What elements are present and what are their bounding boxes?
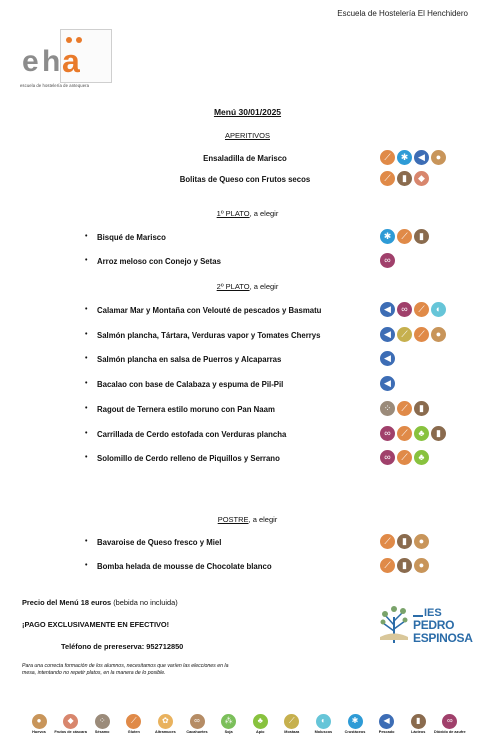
ies-line2: PEDRO (413, 618, 455, 632)
dish-name: Bavaroise de Queso fresco y Miel (97, 538, 222, 547)
dish-item (85, 233, 166, 242)
gluten-icon: ⟋ (397, 450, 412, 465)
dish-allergen-icons (380, 558, 429, 573)
soja-icon: ⁂ (221, 714, 236, 729)
lacteos-icon: ▮ (411, 714, 426, 729)
section-postre-suffix: , a elegir (248, 515, 278, 524)
gluten-icon: ⟋ (380, 534, 395, 549)
gluten-icon: ⟋ (397, 229, 412, 244)
moluscos-icon: ◐ (316, 714, 331, 729)
legend-item-frutos (53, 710, 89, 735)
dish-allergen-icons (380, 150, 446, 165)
bullet-icon: • (85, 454, 88, 461)
altramuces-icon: ✿ (158, 714, 173, 729)
legend-item-altramuces (147, 710, 183, 735)
dish-allergen-icons (380, 426, 446, 441)
legend-label: Cacahuetes (186, 729, 208, 734)
dish-allergen-icons (380, 229, 429, 244)
legend-item-sulfitos (432, 710, 468, 735)
legend-label: Apio (255, 729, 265, 734)
gluten-icon: ⟋ (414, 327, 429, 342)
dish-name: Arroz meloso con Conejo y Setas (97, 257, 221, 266)
moluscos-icon: ◐ (431, 302, 446, 317)
sulfitos-icon: ∞ (380, 426, 395, 441)
bullet-icon: • (85, 405, 88, 412)
logo-letter-a: a (62, 43, 80, 79)
tree-icon (377, 603, 411, 645)
sulfitos-icon: ∞ (380, 253, 395, 268)
lacteos-icon: ▮ (431, 426, 446, 441)
legend-label: Gluten (127, 729, 140, 734)
dish-allergen-icons (380, 401, 429, 416)
dish-item (85, 430, 287, 439)
cacahuetes-icon: ∞ (190, 714, 205, 729)
legend-item-pescado (369, 710, 405, 735)
school-name: Escuela de Hostelería El Henchidero (337, 9, 468, 18)
bullet-icon: • (85, 430, 88, 437)
section-primer-plato-suffix: , a elegir (249, 209, 279, 218)
sulfitos-icon: ∞ (397, 302, 412, 317)
legend-label: Altramuces (155, 729, 176, 734)
dish-allergen-icons (380, 450, 429, 465)
sulfitos-icon: ∞ (380, 450, 395, 465)
pescado-icon: ◀ (380, 302, 395, 317)
dish-name: Bisqué de Marisco (97, 233, 166, 242)
phone-info: Teléfono de prereserva: 952712850 (61, 642, 184, 651)
crustaceos-icon: ✱ (380, 229, 395, 244)
dish-item (85, 454, 280, 463)
dish-name: Salmón plancha, Tártara, Verduras vapor y Tomates Cherrys (97, 331, 321, 340)
lacteos-icon: ▮ (414, 401, 429, 416)
apio-icon: ♣ (414, 450, 429, 465)
gluten-icon: ⟋ (126, 714, 141, 729)
logo-subtitle: escuela de hostelería de antequera (20, 83, 90, 88)
gluten-icon: ⟋ (414, 302, 429, 317)
payment-notice: ¡PAGO EXCLUSIVAMENTE EN EFECTIVO! (22, 620, 170, 629)
dish-allergen-icons (380, 171, 429, 186)
legend-item-lacteos (400, 710, 436, 735)
price-text: Precio del Menú 18 euros (22, 598, 112, 607)
huevos-icon: ● (32, 714, 47, 729)
sulfitos-icon: ∞ (442, 714, 457, 729)
legend-item-sesamo (84, 710, 120, 735)
section-postre-label: POSTRE (217, 515, 249, 524)
dish-name: Carrillada de Cerdo estofada con Verduras plancha (97, 430, 287, 439)
menu-title: Menú 30/01/2025 (213, 107, 282, 117)
gluten-icon: ⟋ (397, 401, 412, 416)
dish-name: Calamar Mar y Montaña con Velouté de pescados y Basmatu (97, 306, 322, 315)
pescado-icon: ◀ (379, 714, 394, 729)
dish-allergen-icons (380, 253, 395, 268)
dish-allergen-icons (380, 302, 446, 317)
dish-name: Ensaladilla de Marisco (203, 154, 287, 163)
mostaza-icon: ⟋ (397, 327, 412, 342)
apio-icon: ♣ (414, 426, 429, 441)
dish-name: Bacalao con base de Calabaza y espuma de Pil-Pil (97, 380, 284, 389)
dish-name: Ragout de Ternera estilo moruno con Pan Naam (97, 405, 275, 414)
frutos-icon: ◆ (63, 714, 78, 729)
school-logo (20, 25, 112, 95)
bullet-icon: • (85, 257, 88, 264)
bullet-icon: • (85, 331, 88, 338)
crustaceos-icon: ✱ (397, 150, 412, 165)
legend-label: Frutos de cáscara (54, 729, 87, 734)
huevos-icon: ● (431, 150, 446, 165)
section-aperitivos-label: APERITIVOS (224, 131, 270, 140)
pescado-icon: ◀ (380, 351, 395, 366)
crustaceos-icon: ✱ (348, 714, 363, 729)
dish-name: Bolitas de Queso con Frutos secos (179, 175, 311, 184)
dish-item (85, 257, 221, 266)
huevos-icon: ● (414, 558, 429, 573)
section-segundo-plato-suffix: , a elegir (249, 282, 279, 291)
ies-pedro-espinosa-logo (377, 603, 473, 648)
bullet-icon: • (85, 562, 88, 569)
dish-allergen-icons (380, 534, 429, 549)
legend-item-apio (242, 710, 278, 735)
section-postre (0, 515, 495, 524)
price-info (22, 598, 178, 607)
pescado-icon: ◀ (380, 376, 395, 391)
lacteos-icon: ▮ (414, 229, 429, 244)
dish-item (85, 380, 284, 389)
dish-item (85, 405, 275, 414)
legend-label: Sésamo (94, 729, 110, 734)
sesamo-icon: ⁘ (380, 401, 395, 416)
apio-icon: ♣ (253, 714, 268, 729)
ies-line3: ESPINOSA (413, 631, 473, 645)
legend-label: Soja (224, 729, 233, 734)
section-segundo-plato (0, 282, 495, 291)
legend-item-soja (211, 710, 247, 735)
section-aperitivos (0, 131, 495, 140)
lacteos-icon: ▮ (397, 171, 412, 186)
legend-label: Moluscos (314, 729, 333, 734)
legend-label: Huevos (32, 729, 46, 734)
pescado-icon: ◀ (380, 327, 395, 342)
dish-allergen-icons (380, 327, 446, 342)
frutos-icon: ◆ (414, 171, 429, 186)
dish-allergen-icons (380, 376, 395, 391)
gluten-icon: ⟋ (380, 171, 395, 186)
gluten-icon: ⟋ (380, 150, 395, 165)
gluten-icon: ⟋ (380, 558, 395, 573)
legend-label: Pescado (378, 729, 395, 734)
legend-item-huevos (21, 710, 57, 735)
dish-item (85, 538, 222, 547)
ies-divider (413, 615, 423, 617)
mostaza-icon: ⟋ (284, 714, 299, 729)
bullet-icon: • (85, 355, 88, 362)
price-note: (bebida no incluida) (111, 598, 178, 607)
lacteos-icon: ▮ (397, 558, 412, 573)
lacteos-icon: ▮ (397, 534, 412, 549)
dish-allergen-icons (380, 351, 395, 366)
logo-letter-h: h (42, 45, 61, 78)
legend-label: Dióxido de azufre (433, 729, 466, 734)
bullet-icon: • (85, 380, 88, 387)
ies-line1: IES (424, 607, 442, 619)
logo-letter-e: e (22, 45, 37, 78)
dish-item (85, 562, 272, 571)
bullet-icon: • (85, 233, 88, 240)
dish-item (85, 306, 322, 315)
bullet-icon: • (85, 538, 88, 545)
dish-name: Solomillo de Cerdo relleno de Piquillos y Serrano (97, 454, 280, 463)
section-primer-plato (0, 209, 495, 218)
huevos-icon: ● (431, 327, 446, 342)
bullet-icon: • (85, 306, 88, 313)
huevos-icon: ● (414, 534, 429, 549)
legend-label: Crustáceos (344, 729, 366, 734)
legend-item-moluscos (305, 710, 341, 735)
class-note: Para una correcta formación de los alumnos, necesitamos que varíen las elecciones en la mesa, intentando no repetir platos, en la manera de lo posible. (22, 663, 229, 677)
dish-name: Bomba helada de mousse de Chocolate blanco (97, 562, 272, 571)
legend-item-mostaza (274, 710, 310, 735)
section-segundo-plato-label: 2º PLATO (216, 282, 250, 291)
legend-item-gluten (116, 710, 152, 735)
legend-item-crustaceos (337, 710, 373, 735)
dish-name: Salmón plancha en salsa de Puerros y Alcaparras (97, 355, 282, 364)
section-primer-plato-label: 1º PLATO (216, 209, 250, 218)
legend-item-cacahuetes (179, 710, 215, 735)
sesamo-icon: ⁘ (95, 714, 110, 729)
dish-item (85, 355, 282, 364)
dish-item (85, 331, 321, 340)
legend-label: Lácteos (411, 729, 426, 734)
gluten-icon: ⟋ (397, 426, 412, 441)
legend-label: Mostaza (284, 729, 300, 734)
pescado-icon: ◀ (414, 150, 429, 165)
